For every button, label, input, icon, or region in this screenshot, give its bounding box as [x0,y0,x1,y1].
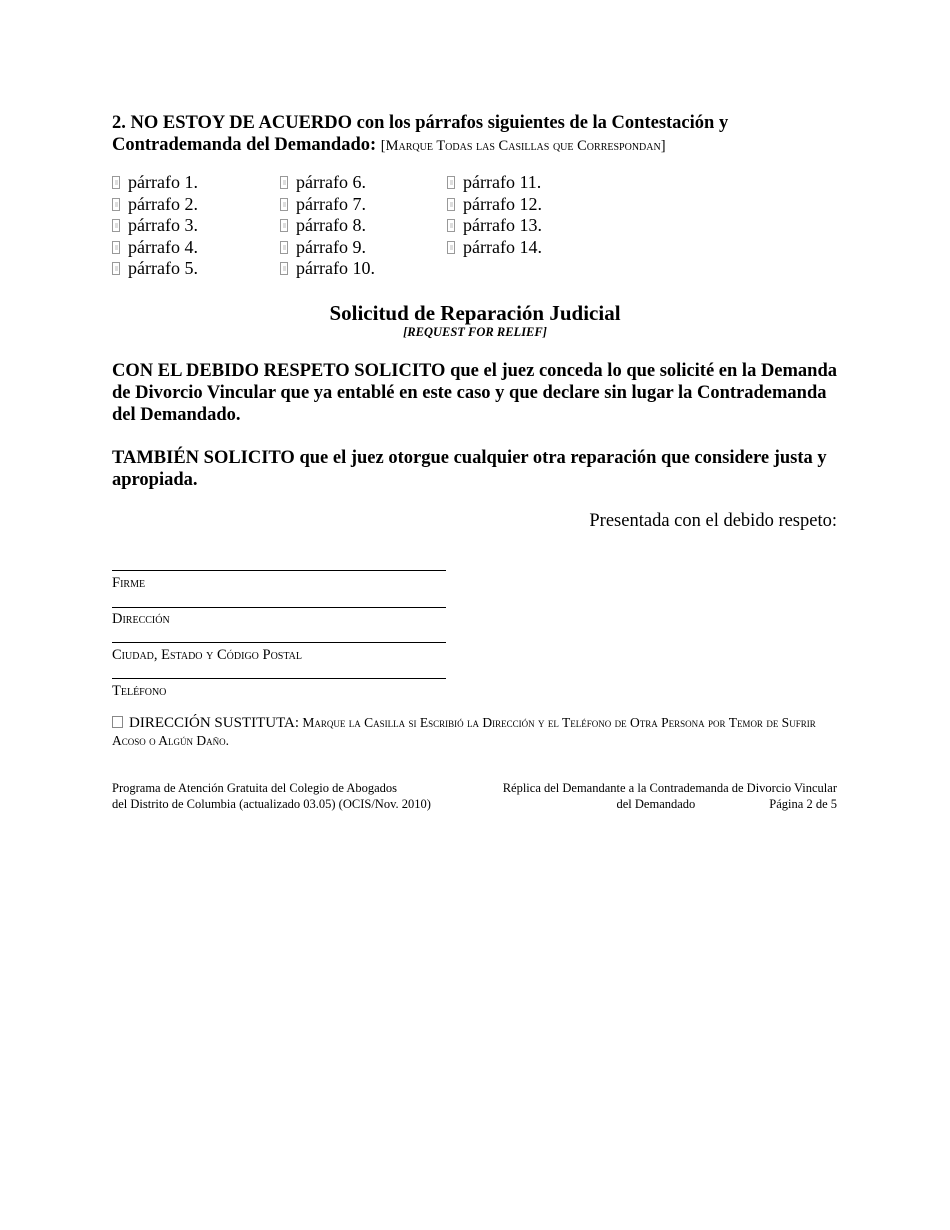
alternate-address-note [112,714,842,749]
checkbox-icon[interactable] [280,176,288,189]
checkbox-icon[interactable] [280,219,288,232]
checkbox-icon[interactable] [112,241,120,254]
paragraph-label: párrafo 5. [128,258,198,278]
paragraph-label: párrafo 4. [128,236,198,257]
paragraph-label: párrafo 11. [463,172,542,192]
checkbox-icon[interactable] [112,262,120,275]
relief-request-1: CON EL DEBIDO RESPETO SOLICITO que el juez conceda lo que solicité en la Demanda de Divorcio Vincular que ya entablé en este caso y que declare sin lugar la Contrademanda del Demandado. [112,361,838,425]
checkbox-icon[interactable] [447,219,455,232]
address-label: Dirección [112,611,170,627]
paragraph-option[interactable] [112,215,198,237]
relief-subtitle: [REQUEST FOR RELIEF] [403,325,547,339]
paragraph-option[interactable] [447,172,542,194]
section-heading-text: 2. NO ESTOY DE ACUERDO con los párrafos siguientes de la Contestación y Contrademanda del Demandado: [112,113,729,155]
checkbox-icon[interactable] [112,176,120,189]
paragraph-label: párrafo 12. [463,193,542,214]
checkbox-icon[interactable] [280,262,288,275]
paragraph-option[interactable] [280,237,375,259]
paragraph-column-2 [280,172,375,280]
signature-label: Firme [112,575,146,591]
footer-left-line-1: Programa de Atención Gratuita del Colegio de Abogados [112,781,398,795]
checkbox-icon[interactable] [447,241,455,254]
page-number: Página 2 de 5 [769,797,837,811]
paragraph-option[interactable] [280,172,375,194]
relief-request-2: TAMBIÉN SOLICITO que el juez otorgue cualquier otra reparación que considere justa y apropiada. [112,448,827,490]
paragraph-option[interactable] [280,194,375,216]
alternate-address-checkbox[interactable] [112,716,123,728]
paragraph-label: párrafo 9. [296,236,366,257]
paragraph-label: párrafo 8. [296,215,366,235]
address-line[interactable] [112,607,446,608]
checkbox-icon[interactable] [280,198,288,211]
paragraph-label: párrafo 3. [128,215,198,235]
checkbox-icon[interactable] [112,219,120,232]
paragraph-column-3 [447,172,542,258]
paragraph-option[interactable] [112,258,198,280]
paragraph-label: párrafo 10. [296,258,375,278]
paragraph-option[interactable] [280,258,375,280]
phone-label: Teléfono [112,683,167,699]
relief-title: Solicitud de Reparación Judicial [329,301,621,325]
paragraph-label: párrafo 13. [463,215,542,235]
alternate-address-instruction: Marque la Casilla si Escribió la Dirección y el Teléfono de Otra Persona por Temor de Sufrir Acoso o Algún Daño. [112,715,816,748]
paragraph-option[interactable] [112,172,198,194]
paragraph-option[interactable] [447,237,542,259]
paragraph-label: párrafo 7. [296,193,366,214]
paragraph-label: párrafo 6. [296,172,366,192]
paragraph-option[interactable] [447,194,542,216]
footer-left [112,780,431,812]
city-state-zip-line[interactable] [112,642,446,643]
checkbox-icon[interactable] [447,198,455,211]
alternate-address-label: DIRECCIÓN SUSTITUTA: [129,715,300,731]
section-heading-instruction: [Marque Todas las Casillas que Correspondan] [380,138,666,154]
paragraph-label: párrafo 2. [128,193,198,214]
checkbox-icon[interactable] [280,241,288,254]
checkbox-icon[interactable] [447,176,455,189]
signature-line[interactable] [112,570,446,571]
checkbox-icon[interactable] [112,198,120,211]
paragraph-option[interactable] [280,215,375,237]
footer-right-line-2: del Demandado [616,797,696,811]
paragraph-option[interactable] [112,237,198,259]
footer-left-line-2: del Distrito de Columbia (actualizado 03.05) (OCIS/Nov. 2010) [112,797,431,811]
paragraph-column-1 [112,172,198,280]
footer-right-line-1: Réplica del Demandante a la Contrademanda de Divorcio Vincular [502,781,837,795]
footer-right [503,780,837,812]
closing-line: Presentada con el debido respeto: [589,511,837,531]
paragraph-label: párrafo 1. [128,172,198,192]
city-state-zip-label: Ciudad, Estado y Código Postal [112,647,302,663]
section-heading [112,112,842,157]
phone-line[interactable] [112,678,446,679]
paragraph-label: párrafo 14. [463,236,542,257]
paragraph-option[interactable] [112,194,198,216]
paragraph-option[interactable] [447,215,542,237]
